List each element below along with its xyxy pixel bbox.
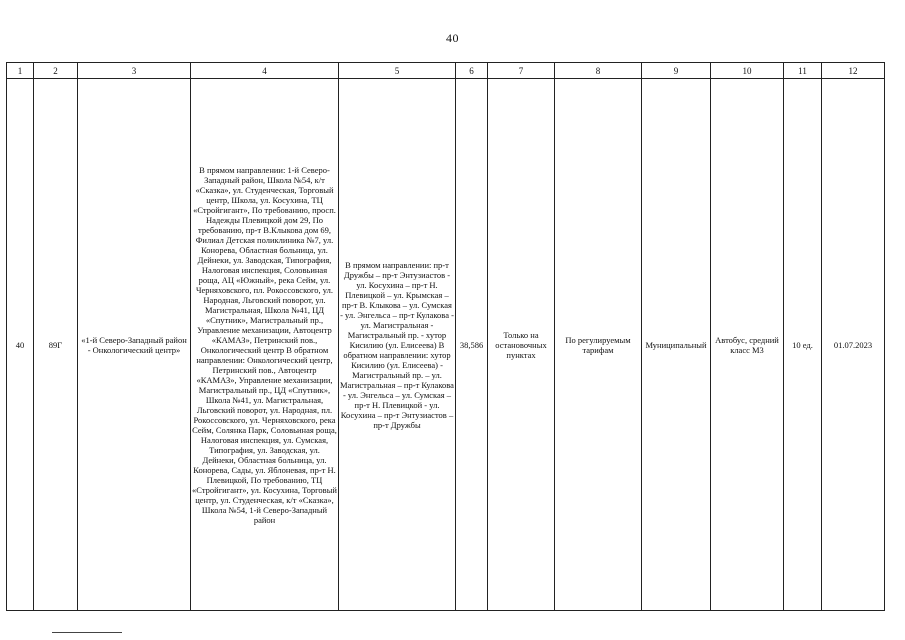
page-number: 40 [446,31,459,45]
column-header-2: 2 [34,63,78,79]
route-number-cell: 89Г [34,79,78,611]
column-header-4: 4 [191,63,339,79]
table-row [7,79,885,611]
route-name-cell: «1-й Северо-Западный район - Онкологический центр» [78,79,191,611]
tariff-type-cell: По регулируемым тарифам [555,79,642,611]
stop-order-cell: Только на остановочных пунктах [488,79,555,611]
stops-list-cell: В прямом направлении: 1-й Северо-Западный район, Школа №54, к/т «Сказка», ул. Студенческая, Торговый центр, Школа, ул. Косухина, ТЦ «Стройгигант», По требованию, просп. Надежды Плевицкой дом 29, По требованию, пр-т В.Клыкова дом 69, Филиал Детская поликлиника №7, ул. Конорева, Областная больница, ул. Дейнеки, ул. Заводская, Типография, Налоговая инспекция, Соловьиная роща, АЦ «Южный», река Сейм, ул. Черняховского, пл. Рокоссовского, ул. Народная, Льговский поворот, ул. Магистральная, Школа №41, ЦД «Спутник», Магистральный пр., Управление механизации, Автоцентр «КАМАЗ», Петринский пов., Онкологический центр В обратном направлении: Онкологический центр, Петринский пов., Автоцентр «КАМАЗ», Управление механизации, Магистральный пр., ЦД «Спутник», Школа №41, ул. Магистральная, Льговский поворот, ул. Народная, пл. Рокоссовского, ул. Черняховского, река Сейм, Солянка Парк, Соловьиная роща, Налоговая инспекция, ул. Сумская, Типография, ул. Заводская, ул. Дейнеки, Областная больница, ул. Конорева, Сады, ул. Яблоневая, пр-т Н. Плевицкой, По требованию, ТЦ «Стройгигант», ул. Косухина, Торговый центр, ул. Студенческая, к/т «Сказка», Школа №54, 1-й Северо-Западный район [191,79,339,611]
column-header-9: 9 [642,63,711,79]
start-date-cell: 01.07.2023 [822,79,885,611]
row-number-cell: 40 [7,79,34,611]
column-header-1: 1 [7,63,34,79]
vehicle-count-cell: 10 ед. [784,79,822,611]
column-header-7: 7 [488,63,555,79]
column-header-3: 3 [78,63,191,79]
column-header-8: 8 [555,63,642,79]
footer-rule [52,632,122,633]
route-type-cell: Муниципальный [642,79,711,611]
header-row [7,63,885,79]
column-header-10: 10 [711,63,784,79]
streets-list-cell: В прямом направлении: пр-т Дружбы – пр-т Энтузиастов - ул. Косухина – пр-т Н. Плевицкой – ул. Крымская – пр-т В. Клыкова – ул. Сумская - ул. Энгельса – пр-т Кулакова - ул. Магистральная - Магистральный пр. - хутор Кисилию (ул. Елисеева) В обратном направлении: хутор Кисилию (ул. Елисеева) - Магистральный пр. – ул. Магистральная – пр-т Кулакова - ул. Энгельса – ул. Сумская – пр-т Н. Плевицкой - ул. Косухина – пр-т Энтузиастов – пр-т Дружбы [339,79,456,611]
vehicle-class-cell: Автобус, средний класс М3 [711,79,784,611]
route-length-cell: 38,586 [456,79,488,611]
column-header-6: 6 [456,63,488,79]
column-header-11: 11 [784,63,822,79]
column-header-5: 5 [339,63,456,79]
route-table [6,62,885,611]
column-header-12: 12 [822,63,885,79]
